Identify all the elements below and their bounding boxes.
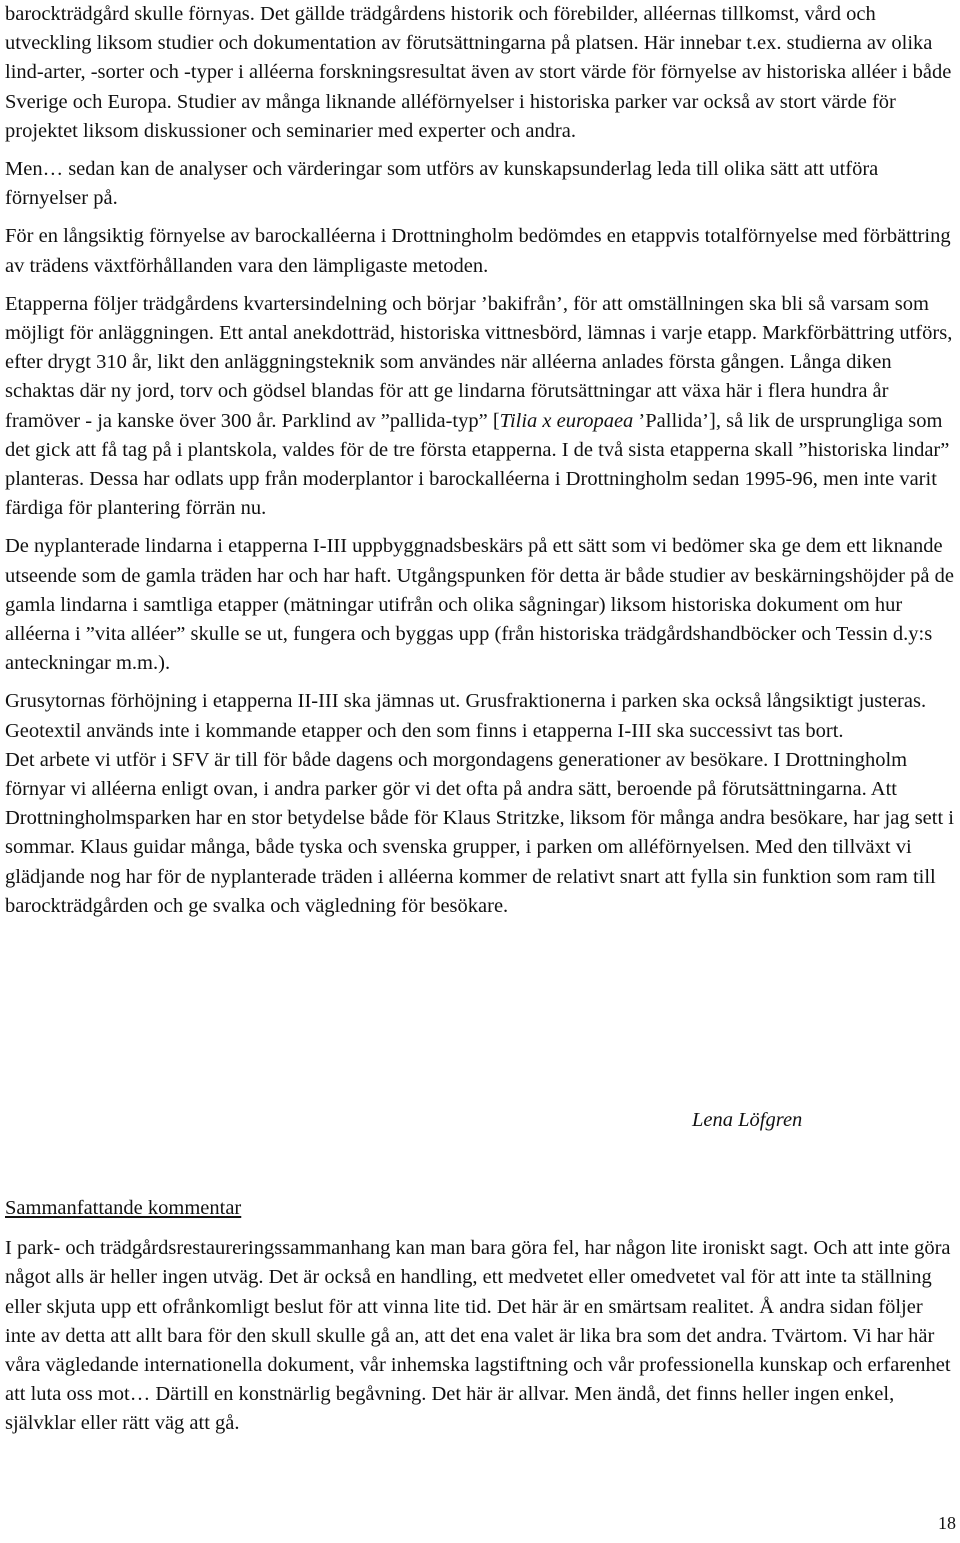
species-name: Tilia x europaea <box>499 409 634 432</box>
paragraph-final: Det arbete vi utför i SFV är till för både dagens och morgondagens generationer av besökare. I Drottningholm förnyar vi alléerna enligt ovan, i andra parker gör vi det ofta på andra sätt, beroende på förutsättningarna. Att Drottningholmsparken har en stor betydelse både för Klaus Stritzke, liksom för många andra besökare, har jag sett i sommar. Klaus guidar många, både tyska och svenska grupper, i parken om alléförnyelsen. Med den tillväxt vi glädjande nog har för de nyplanterade träden i alléerna kommer de relativt snart att fylla sin funktion som ram till barockträdgården och ge svalka och vägledning för besökare. <box>5 748 954 917</box>
stages-text-end: ’Pallida’], så lik de ursprungliga som det gick att få tag på i plantskola, valdes för de tre första etapperna. I de två sista etapperna skall ”historiska lindar” planteras. Dessa har odlats upp från moderplantor i barockalléerna i Drottningholm sedan 1995-96, men inte varit färdiga för plantering förrän nu. <box>5 409 950 520</box>
paragraph-long-term-renewal: För en långsiktig förnyelse av barockalléerna i Drottningholm bedömdes en etappvis totalförnyelse med förbättring av trädens växtförhållanden vara den lämpligaste metoden. <box>5 225 951 277</box>
paragraph-gravel: Grusytornas förhöjning i etapperna II-III ska jämnas ut. Grusfraktionerna i parken ska också långsiktigt justeras. Geotextil används inte i kommande etapper och den som finns i etapperna I-III ska successivt tas bort. <box>5 690 927 742</box>
signature: Lena Löfgren <box>692 1109 803 1131</box>
document-body <box>5 0 957 930</box>
summary-section <box>5 1194 957 1448</box>
stages-text-start: Etapperna följer trädgårdens kvartersindelning och börjar ’bakifrån’, för att omställningen ska bli så varsam som möjligt för anläggningen. Ett antal anekdotträd, historiska vittnesbörd, lämnas i varje etapp. Markförbättring utförs, efter drygt 310 år, likt den anläggningsteknik som användes när alléerna anlades första gången. Långa diken schaktas där ny jord, torv och gödsel blandas för att ge lindarna förutsättningar att växa här i flera hundra år framöver - ja kanske över 300 år. Parklind av ”pallida-typ” [ <box>5 292 953 432</box>
paragraph-men: Men… sedan kan de analyser och värderingar som utförs av kunskapsunderlag leda till olika sätt att utföra förnyelser på. <box>5 158 879 210</box>
paragraph-intro: barockträdgård skulle förnyas. Det gällde trädgårdens historik och förebilder, alléernas tillkomst, vård och utveckling liksom studier och dokumentation av förutsättningarna på platsen. Här innebar t.ex. studierna av olika lind-arter, -sorter och -typer i alléerna forskningsresultat även av stort värde för förnyelse av historiska alléer i både Sverige och Europa. Studier av många liknande alléförnyelser i historiska parker var också av stort värde för projektet liksom diskussioner och seminarier med experter och andra. <box>5 3 952 142</box>
page-number: 18 <box>938 1513 956 1533</box>
section-heading: Sammanfattande kommentar <box>5 1197 242 1219</box>
summary-paragraph: I park- och trädgårdsrestaureringssammanhang kan man bara göra fel, har någon lite ironiskt sagt. Och att inte göra något alls är heller ingen utväg. Det är också en handling, ett medvetet eller omedvetet val för att inte ta ställning eller skjuta upp ett ofrånkomligt beslut för att vinna lite tid. Det här är en smärtsam realitet. Å andra sidan följer inte av detta att allt bara för den skull skulle gå an, att det ena valet är lika bra som det andra. Tvärtom. Vi har här våra vägledande internationella dokument, vår inhemska lagstiftning och vår professionella kunskap och erfarenhet att luta oss mot… Därtill en konstnärlig begåvning. Det här är allvar. Men ändå, det finns heller ingen enkel, självklar eller rätt väg att gå. <box>5 1237 951 1435</box>
paragraph-pruning: De nyplanterade lindarna i etapperna I-III uppbyggnadsbeskärs på ett sätt som vi bedömer ska ge dem ett liknande utseende som de gamla träden har och har haft. Utgångspunken för detta är både studier av beskärningshöjder på de gamla lindarna i samtliga etapper (mätningar utifrån och olika sågningar) liksom historiska dokument om hur alléerna i ”vita alléer” skulle se ut, fungera och byggas upp (från historiska trädgårdshandböcker och Tessin d.y:s anteckningar m.m.). <box>5 535 954 675</box>
paragraph-stages <box>5 290 957 524</box>
